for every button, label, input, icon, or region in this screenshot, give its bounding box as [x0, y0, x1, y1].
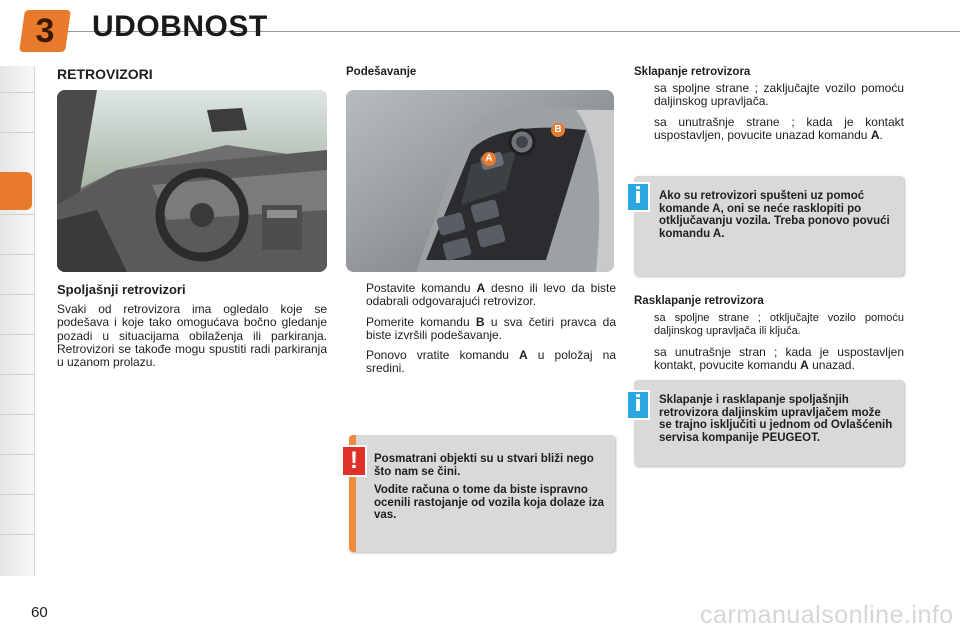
- list-item: [634, 116, 904, 143]
- step-text: Pomerite komandu: [366, 314, 476, 329]
- list-item: [634, 312, 904, 339]
- list-item: [346, 316, 616, 343]
- info-icon: i: [626, 390, 650, 420]
- section-title: RETROVIZORI: [57, 66, 153, 82]
- tab-divider: [0, 92, 34, 93]
- list-item: [634, 82, 904, 109]
- tab-divider: [0, 414, 34, 415]
- step-text: u položaj na sredini.: [366, 348, 616, 376]
- exterior-mirrors-title: Spoljašnji retrovizori: [57, 282, 186, 297]
- info-text: [659, 190, 896, 240]
- warning-icon: !: [341, 445, 367, 477]
- tab-divider: [0, 254, 34, 255]
- tab-divider: [0, 494, 34, 495]
- info-text-part: , oni se neće rasklopiti po otključavanju vozila. Treba ponovo povući komandu: [659, 202, 890, 240]
- info-icon: i: [626, 182, 650, 212]
- tab-divider: [0, 454, 34, 455]
- unfolding-steps: [634, 312, 904, 379]
- list-item: [634, 346, 904, 373]
- watermark: carmanualsonline.info: [700, 601, 954, 629]
- adjusting-title: Podešavanje: [346, 66, 417, 78]
- step-text: Postavite komandu: [366, 281, 477, 295]
- control-key: A: [870, 127, 880, 142]
- step-text: desno ili levo da biste odabrali odgovarajući retrovizor.: [366, 281, 616, 309]
- control-key: A: [712, 227, 722, 240]
- control-key: A: [800, 357, 809, 372]
- step-text: sa spoljne strane ; zaključajte vozilo pomoću daljinskog upravljača.: [654, 81, 904, 109]
- tab-divider: [0, 214, 34, 215]
- step-text: unazad.: [808, 357, 855, 372]
- chapter-tab-strip: [0, 66, 35, 576]
- warning-text: [374, 453, 607, 522]
- exterior-mirrors-text: Svaki od retrovizora ima ogledalo koje se podešava i koje tako omogućava bočno gledanje pozadi u situacijama obilaženja ili parkiranja. Retrovizori se takođe mogu spustiti radi parkiranja u uzanom prolazu.: [57, 302, 327, 370]
- folding-steps: [634, 82, 904, 149]
- page-number: 60: [31, 604, 48, 621]
- info-box-remote: [634, 380, 904, 466]
- control-key: A: [476, 281, 486, 295]
- info-box-folded: [634, 176, 904, 276]
- info-text-part: Ako su retrovizori spušteni uz pomoć komande: [659, 190, 865, 215]
- step-text: sa spoljne strane ; otključajte vozilo pomoću daljinskog upravljača ili ključa.: [654, 312, 904, 338]
- info-text-part: .: [721, 227, 725, 240]
- tab-divider: [0, 374, 34, 375]
- step-text: Ponovo vratite komandu: [366, 348, 520, 363]
- step-text: sa unutrašnje strane ; kada je kontakt uspostavljen, povucite unazad komandu: [654, 114, 904, 142]
- active-chapter-tab: [0, 172, 32, 210]
- chapter-title: UDOBNOST: [92, 10, 268, 43]
- unfolding-title: Rasklapanje retrovizora: [634, 295, 764, 307]
- tab-divider: [0, 132, 34, 133]
- chapter-number-badge: [19, 10, 71, 52]
- step-text: u sva četiri pravca da biste izvršili podešavanje.: [366, 314, 616, 342]
- warning-box: [349, 435, 615, 552]
- door-control-photo: [346, 90, 614, 272]
- control-key: A: [519, 348, 528, 363]
- interior-photo: [57, 90, 327, 272]
- list-item: [346, 349, 616, 376]
- chapter-number: 3: [35, 12, 55, 50]
- tab-divider: [0, 294, 34, 295]
- folding-title: Sklapanje retrovizora: [634, 66, 751, 78]
- warning-line: Vodite računa o tome da biste ispravno ocenili rastojanje od vozila koja dolaze iza vas.: [374, 484, 605, 521]
- control-key: B: [475, 314, 485, 329]
- step-text: sa unutrašnje stran ; kada je uspostavljen kontakt, povucite komandu: [654, 344, 904, 372]
- tab-divider: [0, 534, 34, 535]
- warning-line: Posmatrani objekti su u stvari bliži nego što nam se čini.: [374, 453, 594, 478]
- label-b-marker: B: [551, 123, 565, 137]
- label-a-marker: A: [482, 152, 496, 166]
- step-text: .: [879, 127, 883, 142]
- list-item: [346, 282, 616, 309]
- adjusting-steps: [346, 282, 616, 383]
- control-key: A: [712, 202, 721, 215]
- tab-divider: [0, 334, 34, 335]
- info-text: Sklapanje i rasklapanje spoljašnjih retrovizora daljinskim upravljačem može se trajno isključiti u jednom od Ovlašćenih servisa kompanije PEUGEOT.: [659, 394, 893, 444]
